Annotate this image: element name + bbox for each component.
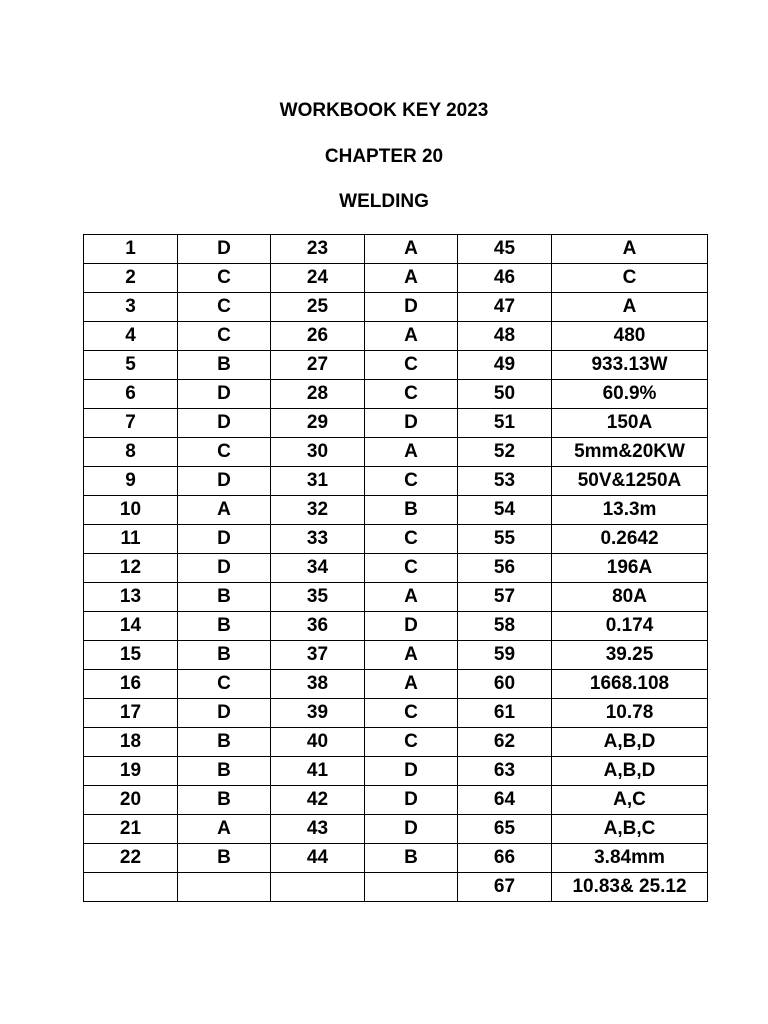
answer-cell: A [552, 293, 708, 322]
question-number-cell: 23 [271, 235, 365, 264]
answer-cell: A [365, 583, 458, 612]
question-number-cell: 61 [458, 699, 552, 728]
table-row [84, 670, 708, 699]
answer-cell: 5mm&20KW [552, 438, 708, 467]
answer-key-body [84, 235, 708, 902]
table-row [84, 438, 708, 467]
table-row [84, 554, 708, 583]
question-number-cell: 54 [458, 496, 552, 525]
question-number-cell: 41 [271, 757, 365, 786]
answer-cell: A [552, 235, 708, 264]
question-number-cell: 9 [84, 467, 178, 496]
answer-cell: C [365, 525, 458, 554]
answer-cell: D [178, 554, 271, 583]
answer-cell: C [178, 322, 271, 351]
answer-cell: C [178, 670, 271, 699]
table-row [84, 380, 708, 409]
answer-key-table [83, 234, 708, 902]
answer-cell: C [178, 264, 271, 293]
answer-cell: B [178, 786, 271, 815]
question-number-cell: 42 [271, 786, 365, 815]
answer-cell: B [365, 496, 458, 525]
question-number-cell: 31 [271, 467, 365, 496]
question-number-cell: 32 [271, 496, 365, 525]
answer-cell: D [365, 757, 458, 786]
question-number-cell: 3 [84, 293, 178, 322]
question-number-cell: 22 [84, 844, 178, 873]
answer-cell: A [365, 438, 458, 467]
question-number-cell: 28 [271, 380, 365, 409]
answer-cell: D [365, 293, 458, 322]
table-row [84, 264, 708, 293]
answer-cell: C [178, 438, 271, 467]
table-row [84, 351, 708, 380]
question-number-cell: 4 [84, 322, 178, 351]
question-number-cell: 2 [84, 264, 178, 293]
question-number-cell: 39 [271, 699, 365, 728]
question-number-cell: 36 [271, 612, 365, 641]
table-row [84, 815, 708, 844]
question-number-cell: 14 [84, 612, 178, 641]
table-row [84, 293, 708, 322]
answer-cell: D [365, 409, 458, 438]
question-number-cell: 43 [271, 815, 365, 844]
question-number-cell: 34 [271, 554, 365, 583]
answer-cell: A,B,D [552, 728, 708, 757]
answer-cell: 10.83& 25.12 [552, 873, 708, 902]
answer-cell: 80A [552, 583, 708, 612]
answer-cell: A [365, 322, 458, 351]
question-number-cell: 48 [458, 322, 552, 351]
question-number-cell: 60 [458, 670, 552, 699]
question-number-cell: 24 [271, 264, 365, 293]
table-row [84, 409, 708, 438]
question-number-cell: 53 [458, 467, 552, 496]
answer-cell: B [178, 612, 271, 641]
chapter-heading: CHAPTER 20 [324, 146, 444, 167]
question-number-cell: 17 [84, 699, 178, 728]
question-number-cell: 55 [458, 525, 552, 554]
answer-cell: 0.174 [552, 612, 708, 641]
table-row [84, 641, 708, 670]
question-number-cell: 8 [84, 438, 178, 467]
question-number-cell: 62 [458, 728, 552, 757]
question-number-cell: 26 [271, 322, 365, 351]
answer-cell: D [365, 786, 458, 815]
answer-cell: A [365, 235, 458, 264]
answer-cell: C [365, 699, 458, 728]
answer-cell [365, 873, 458, 902]
table-row [84, 525, 708, 554]
question-number-cell: 27 [271, 351, 365, 380]
answer-cell: 13.3m [552, 496, 708, 525]
question-number-cell: 18 [84, 728, 178, 757]
answer-cell: B [365, 844, 458, 873]
answer-cell: B [178, 757, 271, 786]
answer-cell: C [365, 554, 458, 583]
question-number-cell: 11 [84, 525, 178, 554]
answer-cell: C [365, 467, 458, 496]
answer-cell: 150A [552, 409, 708, 438]
answer-cell: D [178, 699, 271, 728]
question-number-cell: 63 [458, 757, 552, 786]
question-number-cell: 5 [84, 351, 178, 380]
question-number-cell: 67 [458, 873, 552, 902]
question-number-cell: 25 [271, 293, 365, 322]
question-number-cell: 12 [84, 554, 178, 583]
question-number-cell: 35 [271, 583, 365, 612]
answer-cell: A,B,C [552, 815, 708, 844]
table-row [84, 496, 708, 525]
question-number-cell [84, 873, 178, 902]
table-row [84, 873, 708, 902]
answer-cell: D [178, 525, 271, 554]
question-number-cell: 51 [458, 409, 552, 438]
question-number-cell: 45 [458, 235, 552, 264]
question-number-cell: 38 [271, 670, 365, 699]
answer-cell: B [178, 728, 271, 757]
table-row [84, 235, 708, 264]
answer-cell: A [365, 264, 458, 293]
answer-cell: A,C [552, 786, 708, 815]
table-row [84, 757, 708, 786]
document-title: WORKBOOK KEY 2023 [279, 100, 489, 121]
answer-cell: A [365, 641, 458, 670]
question-number-cell: 33 [271, 525, 365, 554]
question-number-cell [271, 873, 365, 902]
question-number-cell: 30 [271, 438, 365, 467]
answer-cell: C [365, 380, 458, 409]
question-number-cell: 52 [458, 438, 552, 467]
answer-cell: 1668.108 [552, 670, 708, 699]
answer-cell: D [178, 467, 271, 496]
question-number-cell: 57 [458, 583, 552, 612]
question-number-cell: 21 [84, 815, 178, 844]
answer-cell: B [178, 641, 271, 670]
answer-cell: A,B,D [552, 757, 708, 786]
question-number-cell: 59 [458, 641, 552, 670]
answer-cell: A [365, 670, 458, 699]
question-number-cell: 37 [271, 641, 365, 670]
answer-cell [178, 873, 271, 902]
question-number-cell: 19 [84, 757, 178, 786]
answer-cell: C [178, 293, 271, 322]
answer-cell: B [178, 351, 271, 380]
question-number-cell: 10 [84, 496, 178, 525]
answer-cell: C [365, 351, 458, 380]
question-number-cell: 13 [84, 583, 178, 612]
question-number-cell: 40 [271, 728, 365, 757]
answer-cell: B [178, 583, 271, 612]
table-row [84, 583, 708, 612]
question-number-cell: 64 [458, 786, 552, 815]
answer-cell: D [365, 612, 458, 641]
table-row [84, 699, 708, 728]
answer-cell: D [178, 409, 271, 438]
question-number-cell: 66 [458, 844, 552, 873]
table-row [84, 728, 708, 757]
answer-cell: C [552, 264, 708, 293]
table-row [84, 612, 708, 641]
table-row [84, 467, 708, 496]
answer-cell: 3.84mm [552, 844, 708, 873]
question-number-cell: 16 [84, 670, 178, 699]
answer-cell: B [178, 844, 271, 873]
answer-cell: 39.25 [552, 641, 708, 670]
table-row [84, 786, 708, 815]
answer-cell: A [178, 815, 271, 844]
question-number-cell: 50 [458, 380, 552, 409]
answer-cell: 60.9% [552, 380, 708, 409]
question-number-cell: 65 [458, 815, 552, 844]
question-number-cell: 44 [271, 844, 365, 873]
subject-heading: WELDING [339, 191, 429, 212]
answer-cell: 480 [552, 322, 708, 351]
table-row [84, 322, 708, 351]
answer-cell: 10.78 [552, 699, 708, 728]
question-number-cell: 47 [458, 293, 552, 322]
answer-cell: A [178, 496, 271, 525]
answer-cell: 933.13W [552, 351, 708, 380]
answer-cell: D [365, 815, 458, 844]
answer-cell: C [365, 728, 458, 757]
question-number-cell: 58 [458, 612, 552, 641]
question-number-cell: 56 [458, 554, 552, 583]
question-number-cell: 29 [271, 409, 365, 438]
table-row [84, 844, 708, 873]
question-number-cell: 49 [458, 351, 552, 380]
answer-cell: 0.2642 [552, 525, 708, 554]
question-number-cell: 7 [84, 409, 178, 438]
question-number-cell: 46 [458, 264, 552, 293]
question-number-cell: 20 [84, 786, 178, 815]
question-number-cell: 15 [84, 641, 178, 670]
answer-cell: 196A [552, 554, 708, 583]
answer-cell: D [178, 380, 271, 409]
answer-cell: 50V&1250A [552, 467, 708, 496]
question-number-cell: 6 [84, 380, 178, 409]
answer-cell: D [178, 235, 271, 264]
question-number-cell: 1 [84, 235, 178, 264]
